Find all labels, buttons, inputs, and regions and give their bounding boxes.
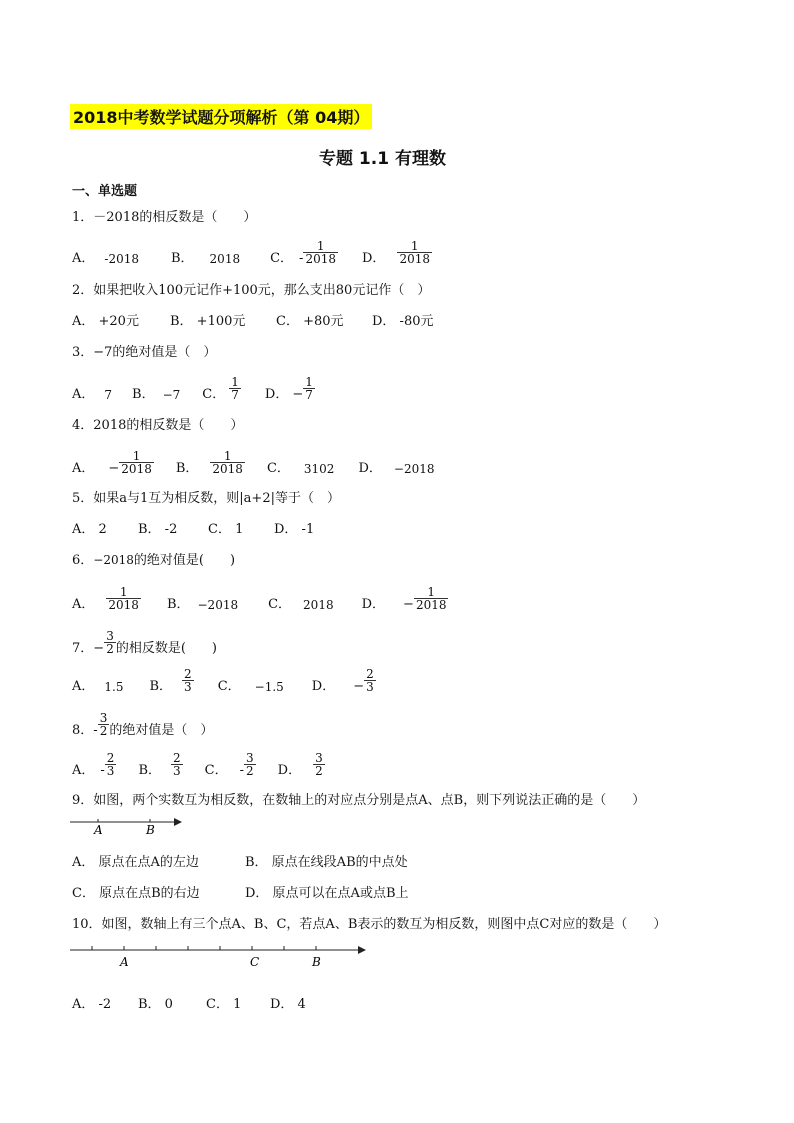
q6-stem — [72, 549, 235, 568]
q7-option-d-fraction: $\frac{2}{3}$ — [366, 666, 374, 695]
q2-option-b: B． +100元 — [170, 314, 246, 329]
q7-stem — [72, 620, 217, 656]
q8-stem-fraction: $\frac{3}{2}$ — [99, 710, 108, 739]
q1-option-b-value: 2018 — [209, 252, 241, 266]
q10-number-line — [70, 940, 370, 972]
q4-option-c-value: 3102 — [303, 462, 335, 476]
q8-option-a-sign: - — [100, 763, 105, 778]
q10-point-c-label: C — [250, 955, 260, 969]
q3-options — [72, 366, 315, 402]
q1-option-d-label: D． — [362, 251, 386, 266]
q2-option-a: A． +20元 — [72, 314, 139, 329]
q2-option-d: D． -80元 — [372, 314, 434, 329]
q6-option-c-label: C． — [268, 597, 292, 612]
q4-option-d-label: D． — [358, 461, 382, 476]
q5-stem: 5．如果a与1互为相反数，则|a+2|等于（ ） — [72, 491, 340, 506]
q9-option-d: D． 原点可以在点A或点B上 — [245, 886, 409, 901]
q9-option-c: C． 原点在点B的右边 — [72, 886, 200, 901]
q4-stem: 4．2018的相反数是（ ） — [72, 418, 244, 433]
q4-options — [72, 438, 434, 476]
q7-options — [72, 658, 376, 694]
q5-option-b: B． -2 — [138, 522, 178, 537]
q6-option-d-label: D． — [361, 597, 386, 612]
q8-stem-sign: - — [93, 723, 98, 738]
q1-option-c-fraction: $\frac{1}{2018}$ — [305, 238, 336, 267]
q6-option-c-value: 2018 — [303, 598, 334, 612]
q4-option-c-label: C． — [266, 461, 290, 476]
q10-ticks — [92, 946, 316, 950]
q10-option-b: B． 0 — [138, 997, 173, 1012]
q6-option-a-label: A． — [72, 597, 95, 612]
q5-option-d: D． -1 — [274, 522, 315, 537]
q8-option-c-label: C． — [204, 763, 228, 778]
q3-option-a-label: A． — [72, 387, 95, 402]
q3-option-d-fraction: $\frac{1}{7}$ — [305, 374, 313, 403]
q5-option-c: C． 1 — [208, 522, 244, 537]
q8-option-d-fraction: $\frac{3}{2}$ — [315, 750, 323, 779]
q8-option-d-label: D． — [277, 763, 302, 778]
q3-option-a-value: 7 — [104, 388, 113, 402]
q6-option-b-value: −2018 — [197, 598, 239, 612]
q1-option-c-sign: - — [299, 251, 304, 266]
q1-option-c-label: C． — [270, 251, 294, 266]
q7-option-d-label: D． — [311, 679, 336, 694]
q7-stem-number: 7． — [72, 641, 94, 656]
q9-point-b-label: B — [146, 823, 155, 837]
q9-stem: 9．如图，两个实数互为相反数，在数轴上的对应点分别是点A、点B，则下列说法正确的是（ ） — [72, 793, 646, 808]
q8-stem-number: 8． — [72, 723, 94, 738]
q3-option-c-label: C． — [202, 387, 226, 402]
q4-option-a-label: A． — [72, 461, 95, 476]
q8-option-c-fraction: $\frac{3}{2}$ — [246, 750, 254, 779]
q8-option-a-fraction: $\frac{2}{3}$ — [106, 750, 115, 779]
q6-stem-expression: −2018 — [93, 553, 134, 567]
q8-option-b-fraction: $\frac{2}{3}$ — [173, 750, 181, 779]
q2-option-c: C． +80元 — [276, 314, 344, 329]
q7-stem-text: 的相反数是( ) — [115, 641, 217, 656]
q9-arrowhead — [174, 818, 182, 826]
q10-option-d: D． 4 — [270, 997, 306, 1012]
q5-option-a: A． 2 — [72, 522, 107, 537]
q9-point-a-label: A — [94, 823, 103, 837]
q10-arrowhead — [358, 946, 366, 954]
q8-stem — [72, 700, 213, 738]
q10-option-a: A． -2 — [72, 997, 112, 1012]
q10-option-c: C． 1 — [206, 997, 242, 1012]
q4-option-b-label: B． — [175, 461, 199, 476]
q7-stem-sign: − — [93, 641, 105, 656]
q8-option-c-sign: - — [239, 763, 244, 778]
q1-option-a-label: A． — [72, 251, 95, 266]
section-heading: 一、单选题 — [72, 184, 138, 199]
q8-options — [72, 742, 325, 778]
q8-option-b-label: B． — [138, 763, 161, 778]
q3-option-c-fraction: $\frac{1}{7}$ — [231, 374, 239, 403]
q3-stem: 3．−7的绝对值是（ ） — [72, 345, 217, 360]
q7-option-d-sign: − — [353, 679, 365, 694]
q1-options — [72, 230, 432, 266]
q6-option-d-sign: − — [403, 597, 414, 612]
q6-option-a-fraction: $\frac{1}{2018}$ — [108, 584, 139, 613]
q4-option-a-fraction: $\frac{1}{2018}$ — [121, 448, 152, 477]
q1-option-d-fraction: $\frac{1}{2018}$ — [399, 238, 430, 267]
q9-option-b: B． 原点在线段AB的中点处 — [245, 855, 408, 870]
q7-stem-fraction: $\frac{3}{2}$ — [106, 628, 114, 657]
q3-option-d-sign: − — [292, 387, 304, 402]
q6-options — [72, 574, 448, 612]
q6-stem-text: 的绝对值是( ) — [133, 553, 236, 568]
q2-stem: 2．如果把收入100元记作+100元，那么支出80元记作（ ） — [72, 283, 431, 298]
q7-option-a-label: A． — [72, 679, 95, 694]
q9-number-line — [70, 812, 186, 838]
q7-option-c-label: C． — [217, 679, 241, 694]
q4-option-d-value: −2018 — [393, 462, 435, 476]
q7-option-c-value: −1.5 — [254, 680, 284, 694]
page-title: 专题 1.1 有理数 — [319, 149, 446, 169]
q3-option-b-value: −7 — [162, 388, 181, 402]
q3-option-b-label: B． — [132, 387, 155, 402]
q8-stem-text: 的绝对值是（ ） — [109, 723, 214, 738]
q4-option-a-sign: − — [108, 461, 120, 476]
q10-point-b-label: B — [312, 955, 321, 969]
q1-option-b-label: B． — [170, 251, 194, 266]
q3-option-d-label: D． — [264, 387, 289, 402]
q6-option-b-label: B． — [166, 597, 190, 612]
q7-option-b-fraction: $\frac{2}{3}$ — [184, 666, 192, 695]
q4-option-b-fraction: $\frac{1}{2018}$ — [212, 448, 243, 477]
q6-option-d-fraction: $\frac{1}{2018}$ — [415, 584, 447, 613]
q9-option-a: A． 原点在点A的左边 — [72, 855, 199, 870]
q10-stem: 10．如图，数轴上有三个点A、B、C，若点A、B表示的数互为相反数，则图中点C对应的数是（ ） — [72, 917, 667, 932]
doc-banner: 2018中考数学试题分项解析（第 04期） — [70, 104, 372, 129]
q1-option-a-value: -2018 — [104, 252, 139, 266]
q10-point-a-label: A — [120, 955, 129, 969]
q7-option-a-value: 1.5 — [104, 680, 124, 694]
q8-option-a-label: A． — [72, 763, 95, 778]
q6-stem-number: 6． — [72, 553, 94, 568]
q7-option-b-label: B． — [149, 679, 173, 694]
q1-stem: 1．－2018的相反数是（ ） — [72, 210, 257, 225]
